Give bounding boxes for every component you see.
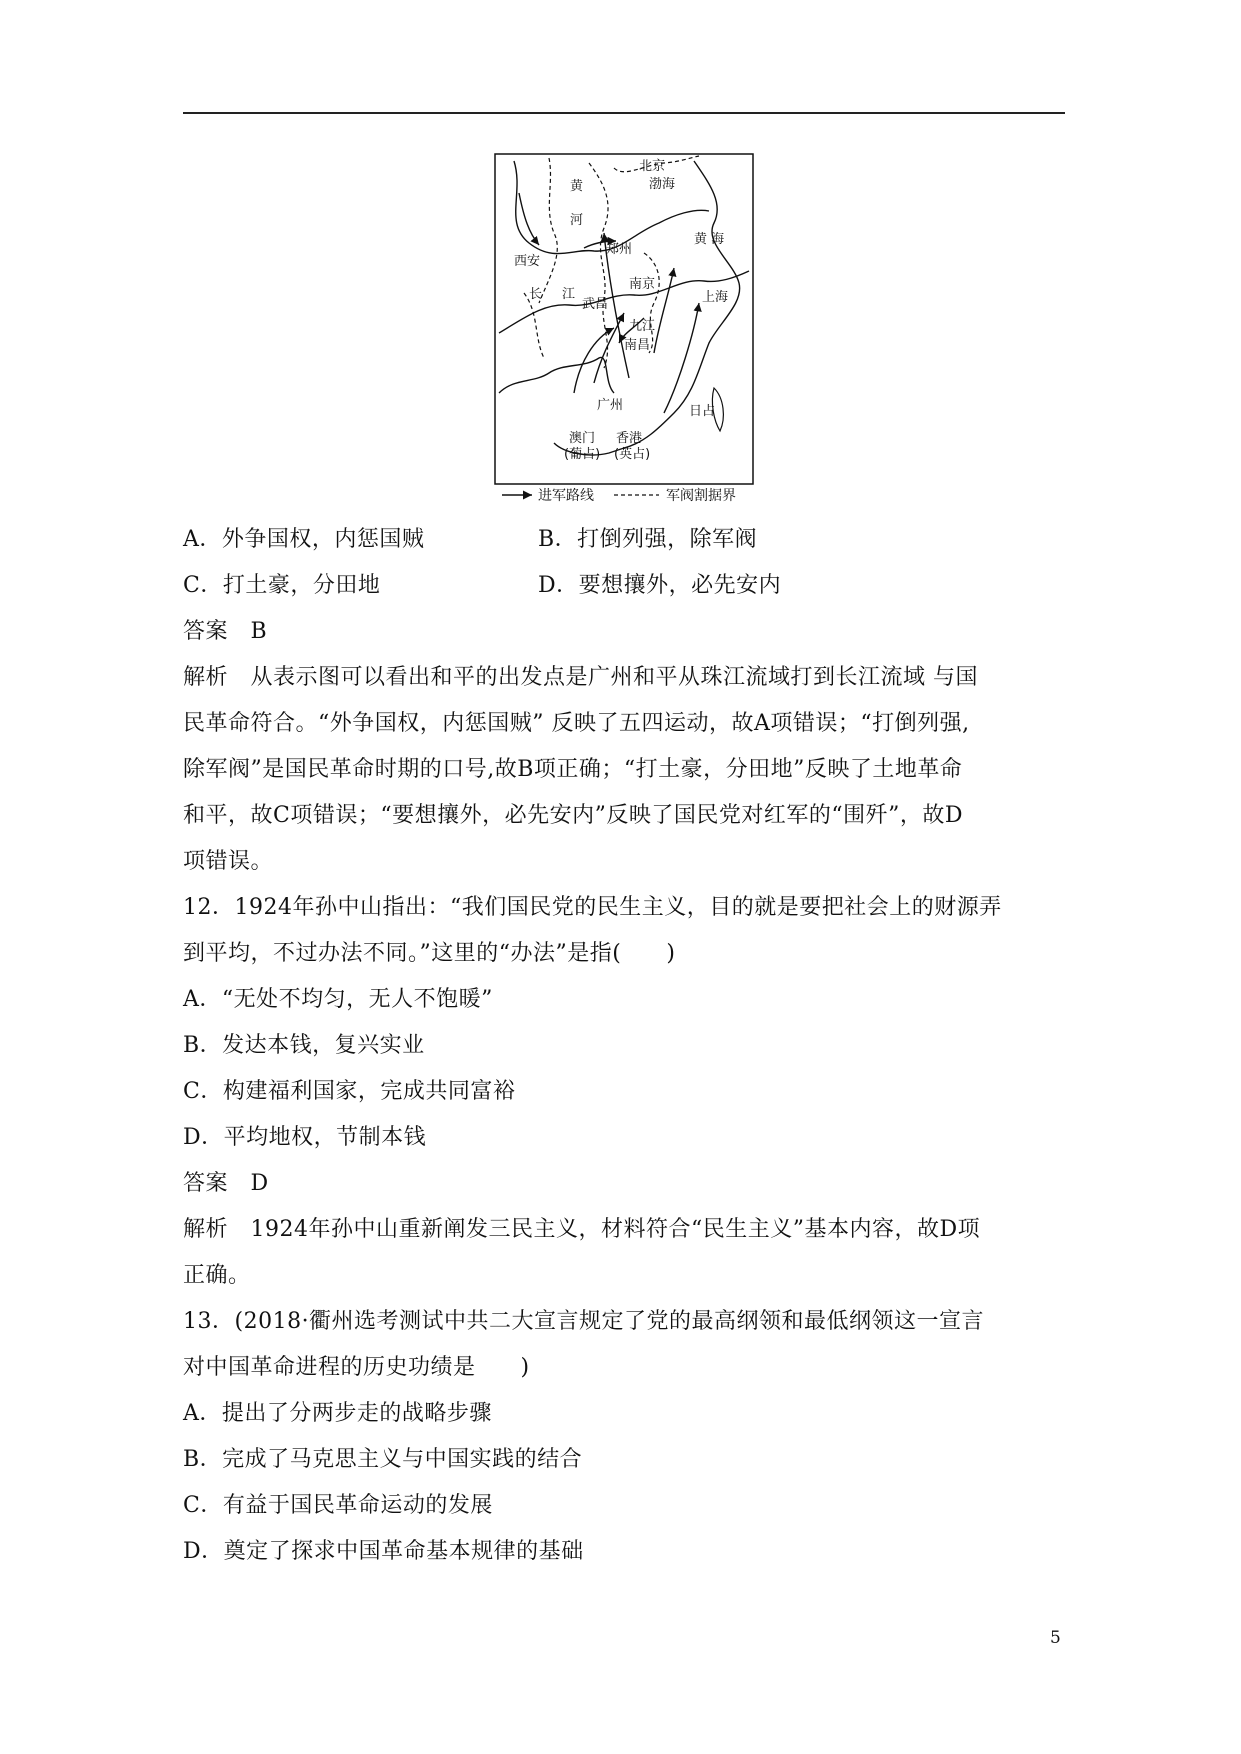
label-huanghai: 黄 海 (694, 232, 725, 247)
label-shanghai: 上海 (702, 290, 729, 305)
label-rizhan: 日占 (689, 404, 716, 419)
q13-option-c: C．有益于国民革命运动的发展 (183, 1493, 493, 1518)
header-rule (183, 112, 1065, 114)
label-jiujiang: 九江 (629, 319, 656, 334)
q11-option-d: D．要想攘外，必先安内 (538, 573, 782, 598)
q11-analysis-line: 解析 从表示图可以看出和平的出发点是广州和平从珠江流域打到长江流域 与国 (183, 665, 978, 690)
q12-option-a: A．“无处不均匀，无人不饱暖” (183, 987, 493, 1012)
q11-analysis-line: 和平，故C项错误；“要想攘外，必先安内”反映了国民党对红军的“围歼”，故D (183, 803, 963, 828)
label-xian: 西安 (514, 254, 541, 269)
label-yingzhan: (英占) (614, 447, 651, 462)
legend-route-label: 进军路线 (538, 488, 594, 504)
label-wuchang: 武昌 (582, 297, 609, 312)
label-he: 河 (570, 213, 584, 228)
label-aomen: 澳门 (569, 431, 596, 446)
q11-analysis-line: 除军阀”是国民革命时期的口号,故B项正确；“打土豪，分田地”反映了土地革命 (183, 757, 963, 782)
page-number: 5 (1050, 1628, 1061, 1648)
q12-analysis-line: 解析 1924年孙中山重新阐发三民主义，材料符合“民生主义”基本内容，故D项 (183, 1217, 981, 1242)
q13-stem-line: 13．(2018·衢州选考测试中共二大宣言规定了党的最高纲领和最低纲领这一宣言 (183, 1309, 985, 1334)
label-xianggang: 香港 (616, 431, 643, 446)
q12-option-d: D．平均地权，节制本钱 (183, 1125, 427, 1150)
northern-expedition-map (494, 153, 754, 505)
q13-stem-line: 对中国革命进程的历史功绩是 ) (183, 1355, 530, 1380)
q13-option-b: B．完成了马克思主义与中国实践的结合 (183, 1447, 583, 1472)
q13-option-d: D．奠定了探求中国革命基本规律的基础 (183, 1539, 584, 1564)
label-nanchang: 南昌 (624, 338, 651, 353)
map-legend (494, 486, 774, 504)
label-jiang: 江 (562, 287, 576, 302)
q11-analysis-line: 民革命符合。“外争国权，内惩国贼” 反映了五四运动，故A项错误；“打倒列强, (183, 711, 970, 736)
q12-option-b: B．发达本钱，复兴实业 (183, 1033, 425, 1058)
q11-option-b: B．打倒列强，除军阀 (538, 527, 758, 552)
label-putao: (葡占) (564, 447, 601, 462)
q12-analysis-line: 正确。 (183, 1263, 251, 1288)
q11-analysis-line: 项错误。 (183, 849, 274, 874)
label-nanjing: 南京 (629, 277, 656, 292)
label-beijing: 北京 (639, 159, 666, 174)
q12-option-c: C．构建福利国家，完成共同富裕 (183, 1079, 516, 1104)
q13-option-a: A．提出了分两步走的战略步骤 (183, 1401, 492, 1426)
q11-answer: 答案 B (183, 619, 268, 644)
legend-border-label: 军阀割据界 (666, 488, 736, 504)
label-bohai: 渤海 (649, 177, 676, 192)
label-chang: 长 (529, 287, 543, 302)
q12-answer: 答案 D (183, 1171, 269, 1196)
q12-stem-line: 12．1924年孙中山指出：“我们国民党的民生主义，目的就是要把社会上的财源弄 (183, 895, 1002, 920)
q11-option-a: A．外争国权，内惩国贼 (183, 527, 425, 552)
label-huang: 黄 (570, 179, 584, 194)
label-guangzhou: 广州 (597, 398, 624, 413)
q11-option-c: C．打土豪，分田地 (183, 573, 381, 598)
q12-stem-line: 到平均，不过办法不同。”这里的“办法”是指( ) (183, 941, 676, 966)
label-zhengzhou: 郑州 (606, 242, 633, 257)
